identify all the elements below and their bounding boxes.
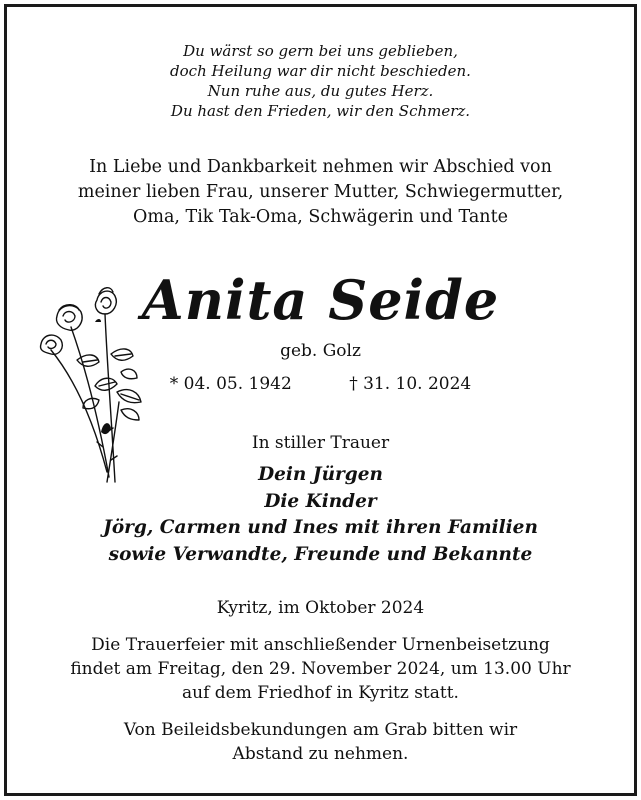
- funeral-service-info: [7, 633, 634, 705]
- deceased-name: Anita Seide: [141, 268, 500, 332]
- intro-line: In Liebe und Dankbarkeit nehmen wir Abschied von: [89, 157, 552, 177]
- maiden-name: geb. Golz: [280, 341, 361, 361]
- poem-line: Nun ruhe aus, du gutes Herz.: [207, 82, 434, 100]
- request-line: Abstand zu nehmen.: [232, 744, 409, 764]
- mourner-line: Dein Jürgen: [258, 464, 383, 485]
- farewell-intro: [7, 155, 634, 230]
- service-line: auf dem Friedhof in Kyritz statt.: [182, 683, 459, 703]
- mourner-line: Die Kinder: [264, 490, 377, 512]
- poem-line: Du hast den Frieden, wir den Schmerz.: [170, 102, 471, 120]
- memorial-poem: [7, 41, 634, 121]
- request-line: Von Beileidsbekundungen am Grab bitten wir: [123, 720, 518, 740]
- intro-line: Oma, Tik Tak-Oma, Schwägerin und Tante: [133, 207, 508, 227]
- intro-line: meiner lieben Frau, unserer Mutter, Schwiegermutter,: [77, 182, 564, 202]
- death-date: † 31. 10. 2024: [349, 374, 472, 394]
- service-line: findet am Freitag, den 29. November 2024, um 13.00 Uhr: [70, 659, 571, 679]
- obituary-notice: [4, 4, 637, 796]
- mourners-list: [7, 462, 634, 568]
- mourning-label: In stiller Trauer: [251, 433, 390, 453]
- life-dates: [7, 373, 634, 395]
- mourner-line: Jörg, Carmen und Ines mit ihren Familien: [103, 517, 538, 538]
- mourner-line: sowie Verwandte, Freunde und Bekannte: [108, 543, 533, 565]
- poem-line: Du wärst so gern bei uns geblieben,: [183, 42, 458, 60]
- service-line: Die Trauerfeier mit anschließender Urnenbeisetzung: [91, 635, 550, 655]
- place-and-date: Kyritz, im Oktober 2024: [216, 598, 425, 618]
- poem-line: doch Heilung war dir nicht beschieden.: [170, 62, 471, 80]
- birth-date: * 04. 05. 1942: [169, 374, 292, 394]
- condolence-request: [7, 718, 634, 766]
